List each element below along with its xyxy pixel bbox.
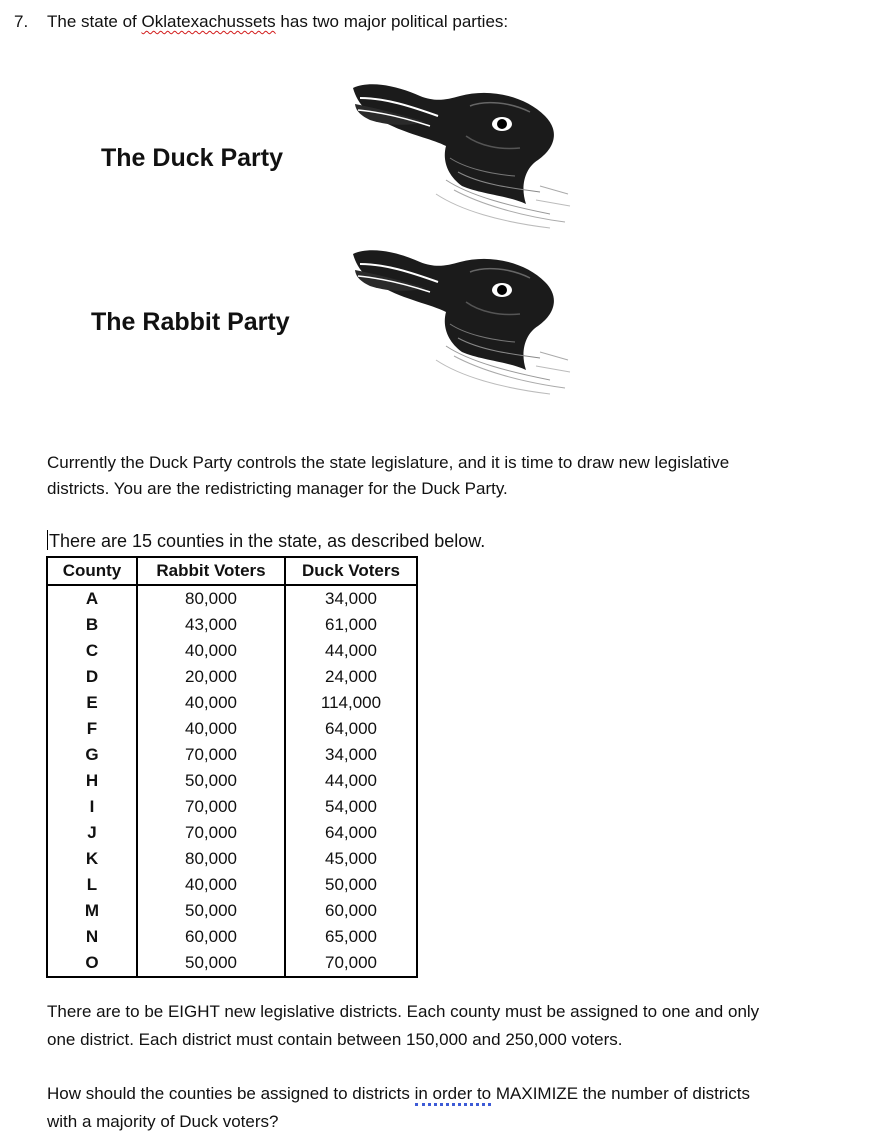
rabbit-voters-cell: 40,000 xyxy=(137,638,285,664)
duck-voters-cell: 64,000 xyxy=(285,820,417,846)
header-duck-voters: Duck Voters xyxy=(285,557,417,585)
county-cell: A xyxy=(47,585,137,612)
duck-voters-cell: 45,000 xyxy=(285,846,417,872)
county-cell: E xyxy=(47,690,137,716)
header-rabbit-voters: Rabbit Voters xyxy=(137,557,285,585)
question-number: 7. xyxy=(14,12,29,31)
county-table xyxy=(46,556,418,978)
rabbit-voters-cell: 40,000 xyxy=(137,690,285,716)
county-cell: J xyxy=(47,820,137,846)
rabbit-voters-cell: 20,000 xyxy=(137,664,285,690)
duck-voters-cell: 64,000 xyxy=(285,716,417,742)
county-cell: I xyxy=(47,794,137,820)
rules-paragraph xyxy=(47,998,847,1054)
table-row xyxy=(47,742,417,768)
table-row xyxy=(47,612,417,638)
grammar-flag-in-order-to[interactable]: in order to xyxy=(415,1084,492,1106)
rabbit-voters-cell: 80,000 xyxy=(137,846,285,872)
context-line-2: districts. You are the redistricting manager for the Duck Party. xyxy=(47,479,508,498)
duck-voters-cell: 54,000 xyxy=(285,794,417,820)
header-county: County xyxy=(47,557,137,585)
question-paragraph xyxy=(47,1080,847,1136)
county-cell: M xyxy=(47,898,137,924)
rabbit-party-label: The Rabbit Party xyxy=(91,308,290,336)
table-header-row xyxy=(47,557,417,585)
duck-voters-cell: 65,000 xyxy=(285,924,417,950)
state-name-misspelled[interactable]: Oklatexachussets xyxy=(141,12,276,31)
duck-voters-cell: 44,000 xyxy=(285,638,417,664)
duck-voters-cell: 24,000 xyxy=(285,664,417,690)
rabbit-voters-cell: 70,000 xyxy=(137,794,285,820)
rabbit-voters-cell: 80,000 xyxy=(137,585,285,612)
table-row xyxy=(47,950,417,977)
county-cell: H xyxy=(47,768,137,794)
rabbit-voters-cell: 43,000 xyxy=(137,612,285,638)
duck-voters-cell: 50,000 xyxy=(285,872,417,898)
county-cell: L xyxy=(47,872,137,898)
context-paragraph xyxy=(47,450,847,502)
table-row xyxy=(47,638,417,664)
question-line-2: with a majority of Duck voters? xyxy=(47,1112,279,1131)
rabbit-voters-cell: 60,000 xyxy=(137,924,285,950)
rules-line-1: There are to be EIGHT new legislative districts. Each county must be assigned to one and only xyxy=(47,1002,760,1021)
duck-party-label: The Duck Party xyxy=(101,144,284,172)
county-cell: F xyxy=(47,716,137,742)
table-row xyxy=(47,872,417,898)
heading-suffix: has two major political parties: xyxy=(275,12,509,31)
question-part-1: How should the counties be assigned to districts xyxy=(47,1084,415,1103)
duck-voters-cell: 34,000 xyxy=(285,742,417,768)
table-intro-text: There are 15 counties in the state, as described below. xyxy=(49,531,486,551)
county-cell: B xyxy=(47,612,137,638)
table-row xyxy=(47,690,417,716)
context-line-1: Currently the Duck Party controls the state legislature, and it is time to draw new legislative xyxy=(47,453,730,472)
duck-voters-cell: 70,000 xyxy=(285,950,417,977)
county-cell: K xyxy=(47,846,137,872)
table-row xyxy=(47,716,417,742)
question-part-2: MAXIMIZE the number of districts xyxy=(491,1084,750,1103)
table-row xyxy=(47,820,417,846)
rabbit-voters-cell: 40,000 xyxy=(137,872,285,898)
table-row xyxy=(47,768,417,794)
duck-voters-cell: 114,000 xyxy=(285,690,417,716)
county-cell: G xyxy=(47,742,137,768)
duck-rabbit-illusion-icon xyxy=(350,76,572,232)
table-row xyxy=(47,898,417,924)
rules-line-2: one district. Each district must contain between 150,000 and 250,000 voters. xyxy=(47,1030,623,1049)
table-row xyxy=(47,846,417,872)
duck-voters-cell: 44,000 xyxy=(285,768,417,794)
rabbit-voters-cell: 70,000 xyxy=(137,820,285,846)
duck-voters-cell: 60,000 xyxy=(285,898,417,924)
rabbit-voters-cell: 50,000 xyxy=(137,950,285,977)
text-cursor xyxy=(47,530,48,550)
rabbit-voters-cell: 50,000 xyxy=(137,898,285,924)
table-row xyxy=(47,924,417,950)
rabbit-voters-cell: 70,000 xyxy=(137,742,285,768)
table-row xyxy=(47,794,417,820)
question-heading xyxy=(47,12,508,32)
county-cell: D xyxy=(47,664,137,690)
duck-voters-cell: 61,000 xyxy=(285,612,417,638)
county-cell: C xyxy=(47,638,137,664)
duck-voters-cell: 34,000 xyxy=(285,585,417,612)
question-line-1 xyxy=(47,1080,847,1108)
table-row xyxy=(47,585,417,612)
heading-prefix: The state of xyxy=(47,12,142,31)
county-cell: N xyxy=(47,924,137,950)
duck-rabbit-illusion-icon xyxy=(350,242,572,398)
table-intro xyxy=(47,530,485,552)
rabbit-voters-cell: 40,000 xyxy=(137,716,285,742)
table-row xyxy=(47,664,417,690)
county-cell: O xyxy=(47,950,137,977)
rabbit-voters-cell: 50,000 xyxy=(137,768,285,794)
